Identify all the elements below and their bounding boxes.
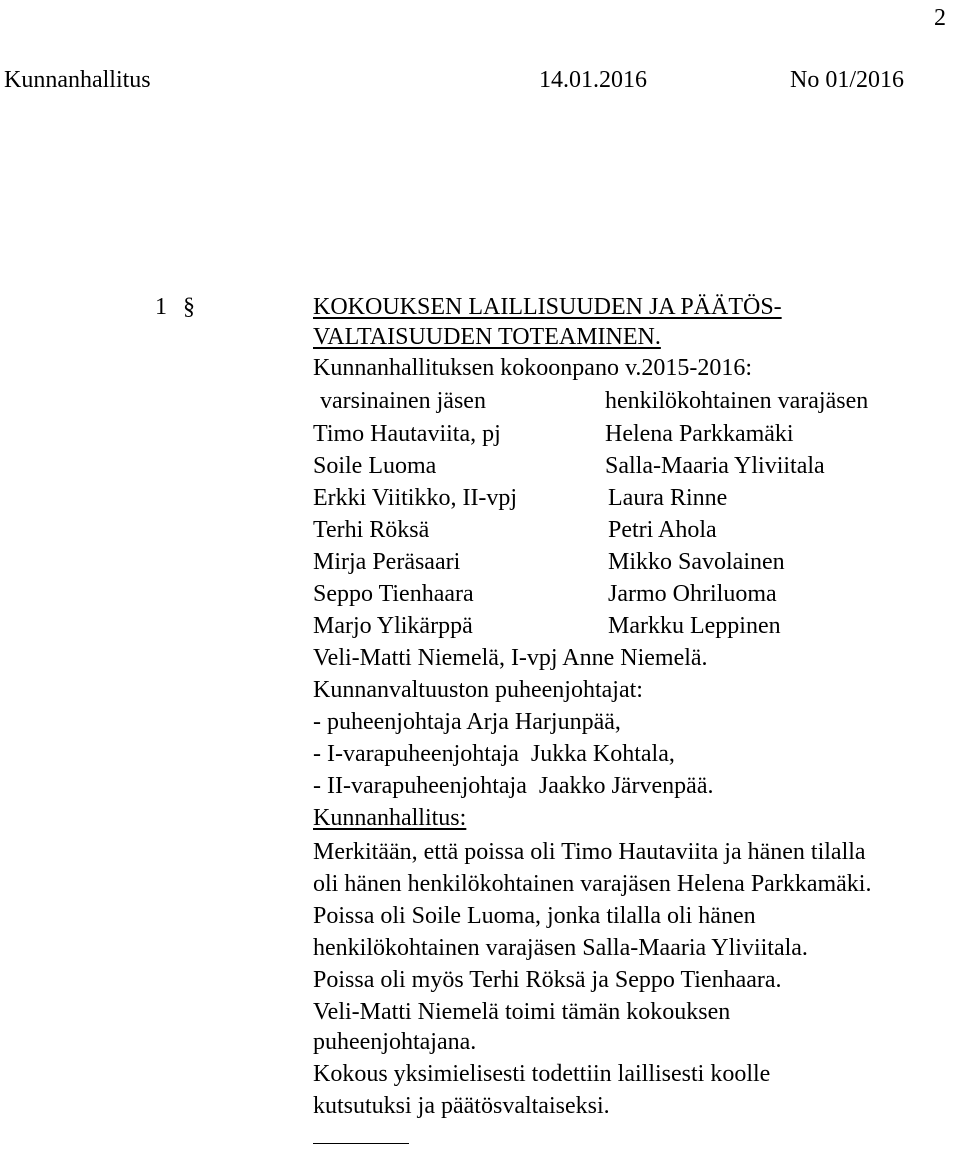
member-deputy: Jarmo Ohriluoma — [608, 581, 777, 607]
end-rule — [313, 1143, 409, 1144]
last-member-line: Veli-Matti Niemelä, I-vpj Anne Niemelä. — [313, 645, 708, 671]
council-chairs-heading: Kunnanvaltuuston puheenjohtajat: — [313, 677, 643, 703]
decision-heading: Kunnanhallitus: — [313, 805, 467, 831]
header-body: Kunnanhallitus — [4, 67, 151, 93]
member-regular: Timo Hautaviita, pj — [313, 421, 501, 447]
section-symbol: § — [183, 294, 195, 320]
members-header-regular: varsinainen jäsen — [320, 388, 486, 414]
member-deputy: Markku Leppinen — [608, 613, 781, 639]
section-title-line2: VALTAISUUDEN TOTEAMINEN. — [313, 324, 661, 350]
council-chair-line: - puheenjohtaja Arja Harjunpää, — [313, 709, 621, 735]
section-number: 1 — [155, 294, 167, 320]
decision-line: Kokous yksimielisesti todettiin laillisesti koolle — [313, 1061, 771, 1087]
member-regular: Soile Luoma — [313, 453, 437, 479]
decision-line: Merkitään, että poissa oli Timo Hautaviita ja hänen tilalla — [313, 839, 866, 865]
member-regular: Mirja Peräsaari — [313, 549, 461, 575]
member-regular: Marjo Ylikärppä — [313, 613, 473, 639]
member-deputy: Salla-Maaria Yliviitala — [605, 453, 825, 479]
composition-heading: Kunnanhallituksen kokoonpano v.2015-2016: — [313, 355, 753, 381]
decision-line: oli hänen henkilökohtainen varajäsen Helena Parkkamäki. — [313, 871, 872, 897]
member-deputy: Laura Rinne — [608, 485, 728, 511]
decision-line: puheenjohtajana. — [313, 1029, 477, 1055]
decision-line: Poissa oli Soile Luoma, jonka tilalla oli hänen — [313, 903, 756, 929]
member-deputy: Helena Parkkamäki — [605, 421, 794, 447]
council-chair-line: - II-varapuheenjohtaja Jaakko Järvenpää. — [313, 773, 714, 799]
section-title-line1: KOKOUKSEN LAILLISUUDEN JA PÄÄTÖS- — [313, 294, 782, 320]
decision-line: kutsutuksi ja päätösvaltaiseksi. — [313, 1093, 610, 1119]
decision-line: Veli-Matti Niemelä toimi tämän kokouksen — [313, 999, 731, 1025]
member-regular: Seppo Tienhaara — [313, 581, 474, 607]
members-header-deputy: henkilökohtainen varajäsen — [605, 388, 869, 414]
member-regular: Terhi Röksä — [313, 517, 430, 543]
header-date: 14.01.2016 — [539, 67, 647, 93]
member-deputy: Petri Ahola — [608, 517, 717, 543]
page-number: 2 — [934, 5, 946, 31]
decision-line: henkilökohtainen varajäsen Salla-Maaria Yliviitala. — [313, 935, 808, 961]
header-number: No 01/2016 — [790, 67, 904, 93]
member-deputy: Mikko Savolainen — [608, 549, 785, 575]
council-chair-line: - I-varapuheenjohtaja Jukka Kohtala, — [313, 741, 675, 767]
member-regular: Erkki Viitikko, II-vpj — [313, 485, 518, 511]
decision-line: Poissa oli myös Terhi Röksä ja Seppo Tienhaara. — [313, 967, 782, 993]
